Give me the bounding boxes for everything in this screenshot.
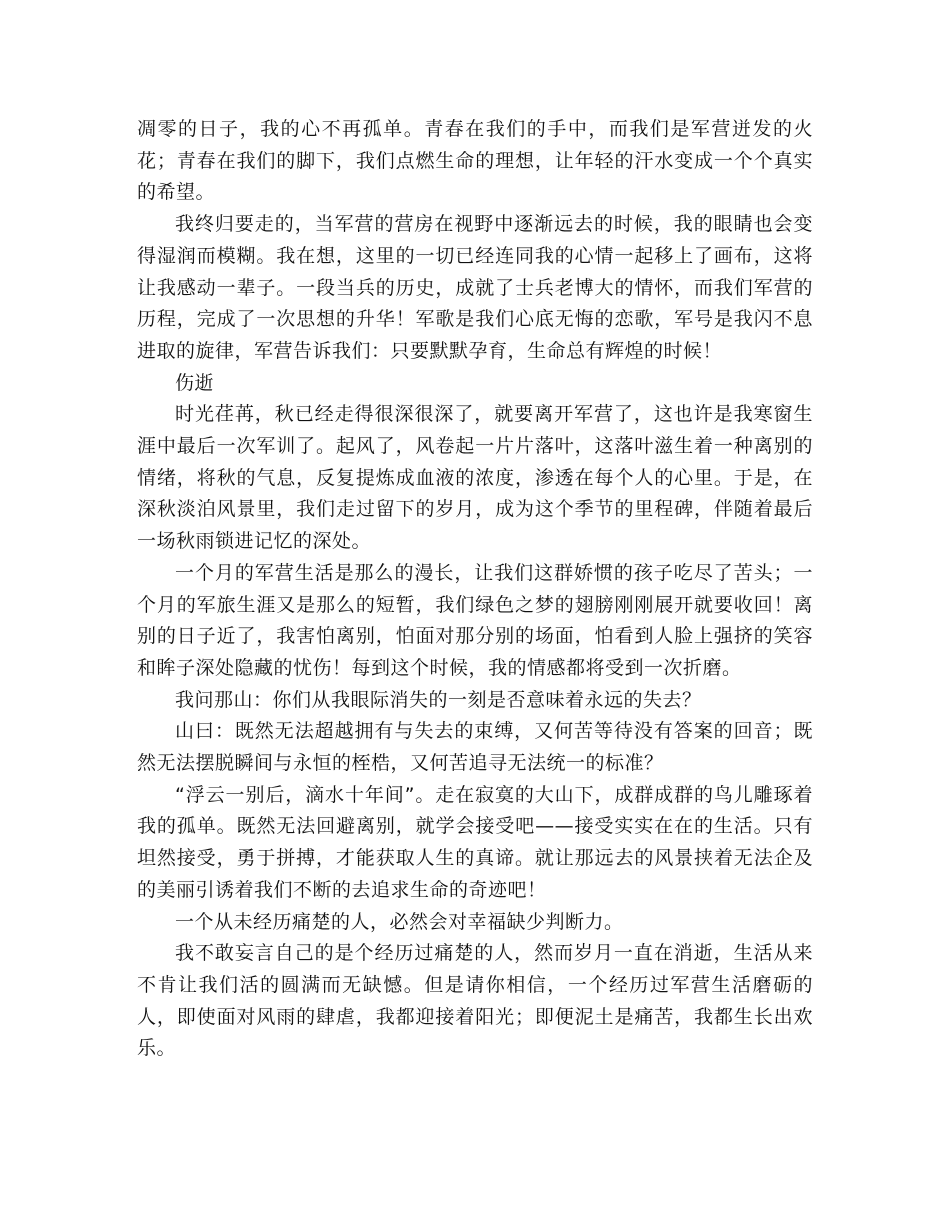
paragraph-1: 凋零的日子，我的心不再孤单。青春在我们的手中，而我们是军营迸发的火花；青春在我们的脚下，我们点燃生命的理想，让年轻的汗水变成一个个真实的希望。: [137, 118, 813, 204]
paragraph-5: 一个月的军营生活是那么的漫长，让我们这群娇惯的孩子吃尽了苦头；一个月的军旅生涯又是那么的短暂，我们绿色之梦的翅膀刚刚展开就要收回！离别的日子近了，我害怕离别，怕面对那分别的场面，怕看到人脸上强挤的笑容和眸子深处隐藏的忧伤！每到这个时候，我的情感都将受到一次折磨。: [137, 561, 813, 679]
section-heading: 伤逝: [175, 371, 215, 394]
paragraph-2: 我终归要走的，当军营的营房在视野中逐渐远去的时候，我的眼睛也会变得湿润而模糊。我在想，这里的一切已经连同我的心情一起移上了画布，这将让我感动一辈子。一段当兵的历史，成就了士兵老博大的情怀，而我们军营的历程，完成了一次思想的升华！军歌是我们心底无悔的恋歌，军号是我闪不息进取的旋律，军营告诉我们：只要默默孕育，生命总有辉煌的时候！: [137, 213, 813, 362]
paragraph-9: 一个从未经历痛楚的人，必然会对幸福缺少判断力。: [175, 910, 624, 933]
paragraph-10: 我不敢妄言自己的是个经历过痛楚的人，然而岁月一直在消逝，生活从来不肯让我们活的圆满而无缺憾。但是请你相信，一个经历过军营生活磨砺的人，即使面对风雨的肆虐，我都迎接着阳光；即便泥土是痛苦，我都生长出欢乐。: [137, 942, 813, 1060]
paragraph-8: “浮云一别后，滴水十年间”。走在寂寞的大山下，成群成群的鸟儿雕琢着我的孤单。既然无法回避离别，就学会接受吧——接受实实在在的生活。只有坦然接受，勇于拼搏，才能获取人生的真谛。就让那远去的风景挟着无法企及的美丽引诱着我们不断的去追求生命的奇迹吧！: [137, 783, 813, 901]
paragraph-4: 时光荏苒，秋已经走得很深很深了，就要离开军营了，这也许是我寒窗生涯中最后一次军训了。起风了，风卷起一片片落叶，这落叶滋生着一种离别的情绪，将秋的气息，反复提炼成血液的浓度，渗透在每个人的心里。于是，在深秋淡泊风景里，我们走过留下的岁月，成为这个季节的里程碑，伴随着最后一场秋雨锁进记忆的深处。: [137, 403, 813, 553]
paragraph-7: 山曰：既然无法超越拥有与失去的束缚，又何苦等待没有答案的回音；既然无法摆脱瞬间与永恒的桎梏，又何苦追寻无法统一的标准？: [137, 720, 813, 775]
document-body: [137, 114, 813, 1065]
paragraph-6: 我问那山：你们从我眼际消失的一刻是否意味着永远的失去？: [175, 688, 702, 711]
